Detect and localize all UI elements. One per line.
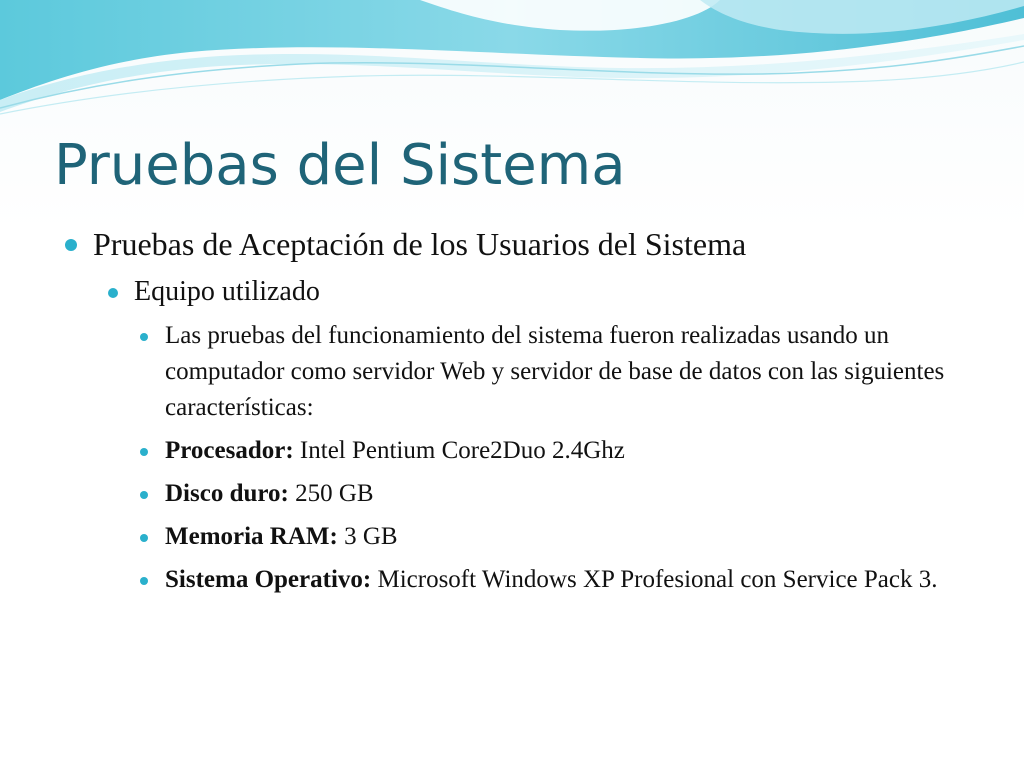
bullet-level2 <box>134 272 1024 312</box>
bullet-level1 <box>93 222 1024 266</box>
bullet-dot-icon <box>140 448 148 456</box>
spec-label: Sistema Operativo: <box>165 566 372 593</box>
bullet-intro <box>165 318 975 426</box>
bullet-intro-text: Las pruebas del funcionamiento del sistema fueron realizadas usando un computador como servidor Web y servidor de base de datos con las siguientes características: <box>165 322 945 421</box>
header-wave-decoration <box>0 0 1024 130</box>
spec-label: Disco duro: <box>165 480 289 507</box>
bullet-dot-icon <box>140 534 148 542</box>
bullet-dot-icon <box>65 239 77 251</box>
bullet-dot-icon <box>140 333 148 341</box>
spec-item-disk <box>165 476 975 512</box>
spec-value: Intel Pentium Core2Duo 2.4Ghz <box>293 437 625 464</box>
slide-content <box>0 222 1024 598</box>
bullet-dot-icon <box>140 577 148 585</box>
spec-value: Microsoft Windows XP Profesional con Service Pack 3. <box>371 566 938 593</box>
spec-item-ram <box>165 519 975 555</box>
bullet-dot-icon <box>108 288 118 298</box>
bullet-level1-text: Pruebas de Aceptación de los Usuarios del Sistema <box>93 226 747 262</box>
bullet-level2-text: Equipo utilizado <box>134 276 320 307</box>
spec-item-os <box>165 562 975 598</box>
bullet-dot-icon <box>140 491 148 499</box>
spec-value: 250 GB <box>288 480 374 507</box>
spec-value: 3 GB <box>337 523 398 550</box>
slide-title: Pruebas del Sistema <box>54 133 626 198</box>
spec-item-processor <box>165 433 975 469</box>
spec-label: Memoria RAM: <box>165 523 338 550</box>
spec-label: Procesador: <box>165 437 294 464</box>
